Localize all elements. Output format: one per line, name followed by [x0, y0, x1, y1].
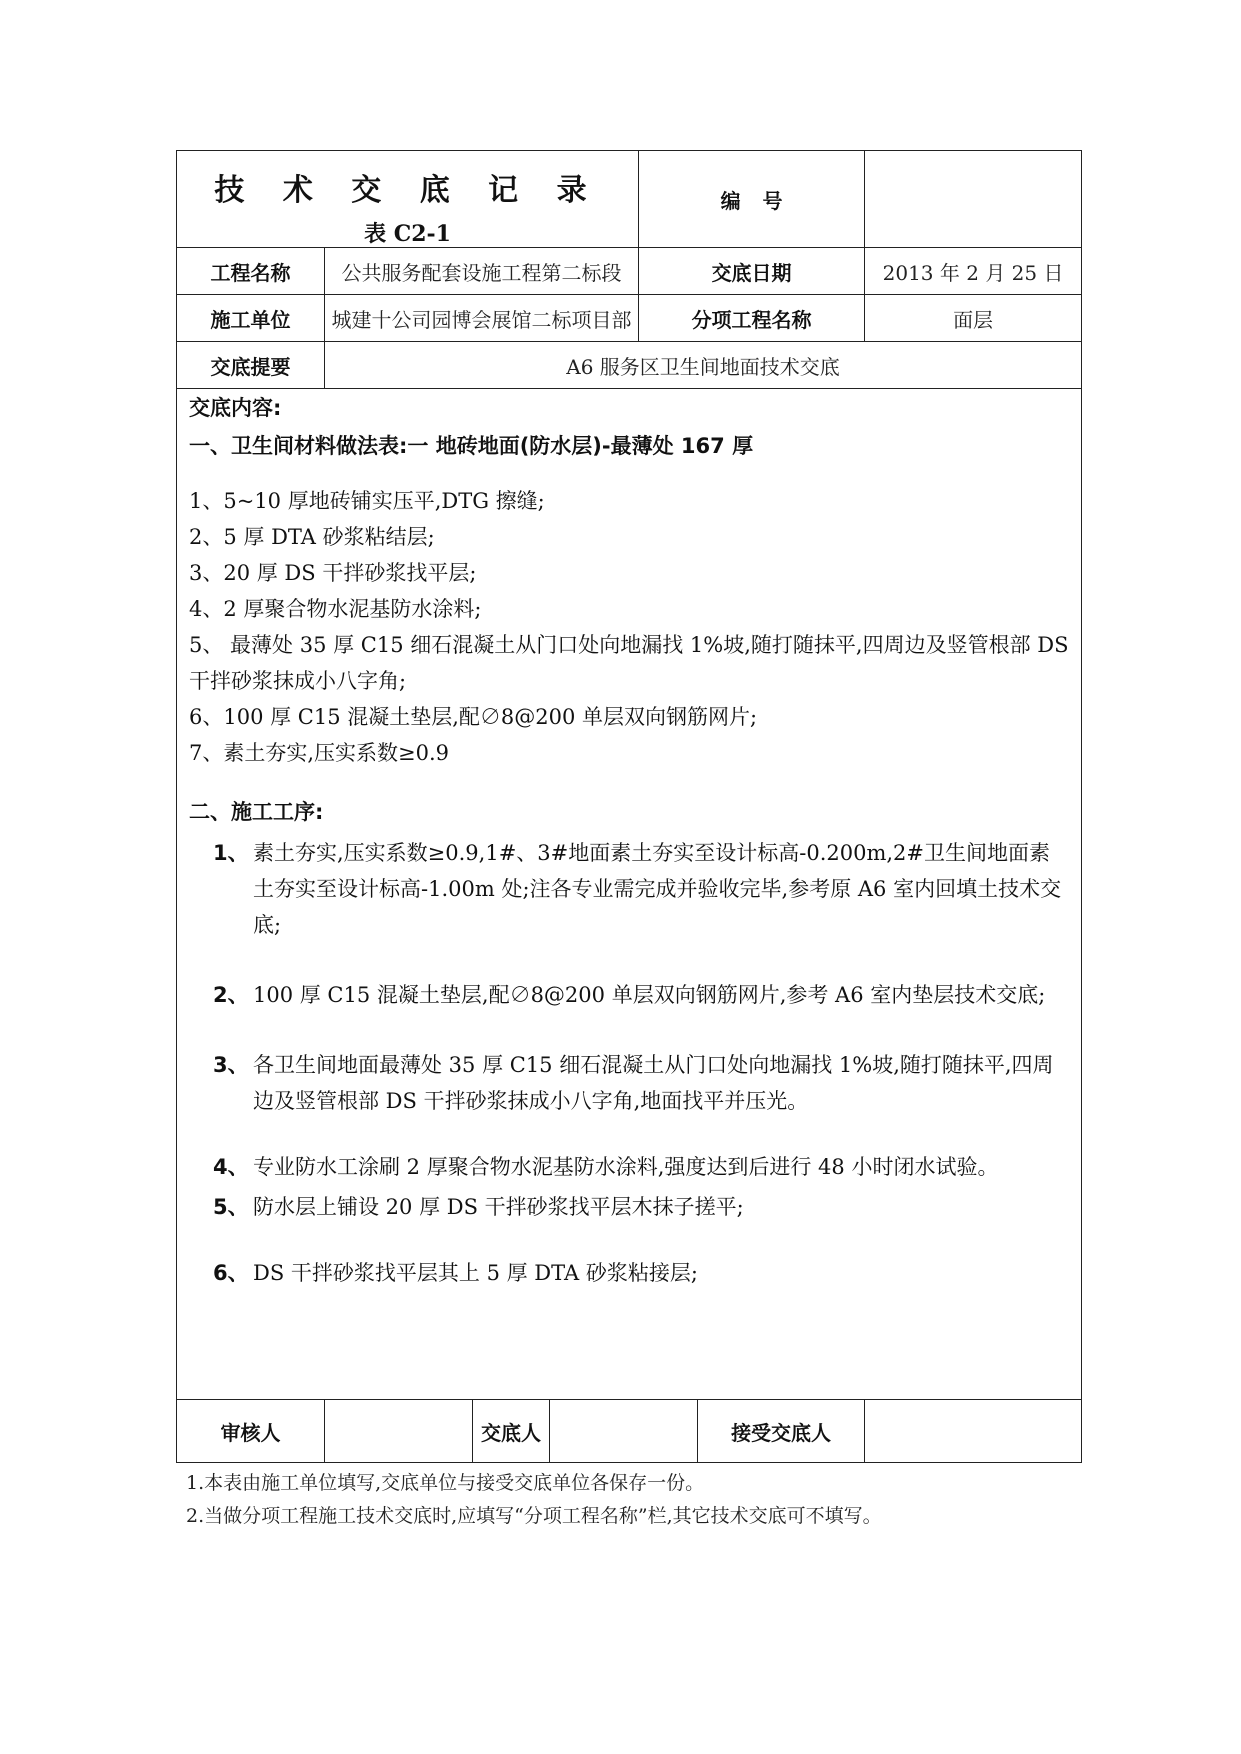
step-text: 防水层上铺设 20 厚 DS 干拌砂浆找平层木抹子搓平; — [253, 1195, 744, 1219]
code-value[interactable] — [865, 151, 1082, 248]
step-text: 专业防水工涂刷 2 厚聚合物水泥基防水涂料,强度达到后进行 48 小时闭水试验。 — [253, 1155, 999, 1179]
material-item: 5、 最薄处 35 厚 C15 细石混凝土从门口处向地漏找 1%坡,随打随抹平,四周边及竖管根部 DS 干拌砂浆抹成小八字角; — [189, 633, 1069, 693]
procedure-step — [189, 1189, 1069, 1225]
summary-value[interactable]: A6 服务区卫生间地面技术交底 — [325, 342, 1082, 389]
material-item: 7、素土夯实,压实系数≥0.9 — [189, 741, 450, 765]
form-notes — [186, 1467, 882, 1533]
presenter-label: 交底人 — [473, 1400, 550, 1463]
subitem-name-value[interactable]: 面层 — [865, 295, 1082, 342]
technical-disclosure-form — [176, 150, 1082, 1463]
content-heading: 交底内容: — [189, 396, 282, 420]
project-name-label: 工程名称 — [177, 248, 325, 295]
receiver-label: 接受交底人 — [698, 1400, 865, 1463]
date-label: 交底日期 — [639, 248, 865, 295]
procedure-step — [189, 835, 1069, 943]
step-text: DS 干拌砂浆找平层其上 5 厚 DTA 砂浆粘接层; — [253, 1261, 698, 1285]
procedure-step — [189, 1255, 1069, 1291]
reviewer-signature[interactable] — [325, 1400, 473, 1463]
material-item: 4、2 厚聚合物水泥基防水涂料; — [189, 597, 482, 621]
procedure-step — [189, 1149, 1069, 1185]
section-2-title: 二、施工工序: — [189, 800, 324, 824]
reviewer-label: 审核人 — [177, 1400, 325, 1463]
form-title-cell — [177, 151, 639, 248]
disclosure-content — [177, 389, 1082, 1400]
project-name-value[interactable]: 公共服务配套设施工程第二标段 — [325, 248, 639, 295]
step-text: 素土夯实,压实系数≥0.9,1#、3#地面素土夯实至设计标高-0.200m,2#卫生间地面素土夯实至设计标高-1.00m 处;注各专业需完成并验收完毕,参考原 A6 室内回填土技术交底; — [253, 841, 1062, 937]
procedure-step — [189, 1047, 1069, 1119]
form-code-subtitle: 表 C2-1 — [364, 221, 451, 247]
step-number: 4、 — [213, 1155, 249, 1179]
step-number: 1、 — [213, 841, 249, 865]
presenter-signature[interactable] — [550, 1400, 698, 1463]
note-item: 2.当做分项工程施工技术交底时,应填写“分项工程名称”栏,其它技术交底可不填写。 — [186, 1505, 882, 1527]
step-text: 各卫生间地面最薄处 35 厚 C15 细石混凝土从门口处向地漏找 1%坡,随打随抹平,四周边及竖管根部 DS 干拌砂浆抹成小八字角,地面找平并压光。 — [253, 1053, 1054, 1113]
note-item: 1.本表由施工单位填写,交底单位与接受交底单位各保存一份。 — [186, 1472, 705, 1494]
material-item: 6、100 厚 C15 混凝土垫层,配∅8@200 单层双向钢筋网片; — [189, 705, 758, 729]
procedure-step — [189, 977, 1069, 1013]
section-1-title: 一、卫生间材料做法表:一 地砖地面(防水层)-最薄处 167 厚 — [189, 434, 754, 458]
step-text: 100 厚 C15 混凝土垫层,配∅8@200 单层双向钢筋网片,参考 A6 室内垫层技术交底; — [253, 983, 1046, 1007]
material-item: 2、5 厚 DTA 砂浆粘结层; — [189, 525, 435, 549]
form-title: 技 术 交 底 记 录 — [214, 173, 601, 208]
materials-list — [189, 483, 1069, 771]
material-item: 1、5~10 厚地砖铺实压平,DTG 擦缝; — [189, 489, 545, 513]
subitem-name-label: 分项工程名称 — [639, 295, 865, 342]
step-number: 6、 — [213, 1261, 249, 1285]
construction-unit-value[interactable]: 城建十公司园博会展馆二标项目部 — [325, 295, 639, 342]
summary-label: 交底提要 — [177, 342, 325, 389]
step-number: 5、 — [213, 1195, 249, 1219]
step-number: 2、 — [213, 983, 249, 1007]
step-number: 3、 — [213, 1053, 249, 1077]
code-label: 编号 — [720, 188, 805, 213]
code-label-cell — [639, 151, 865, 248]
material-item: 3、20 厚 DS 干拌砂浆找平层; — [189, 561, 477, 585]
date-value[interactable]: 2013 年 2 月 25 日 — [865, 248, 1082, 295]
construction-unit-label: 施工单位 — [177, 295, 325, 342]
receiver-signature[interactable] — [865, 1400, 1082, 1463]
